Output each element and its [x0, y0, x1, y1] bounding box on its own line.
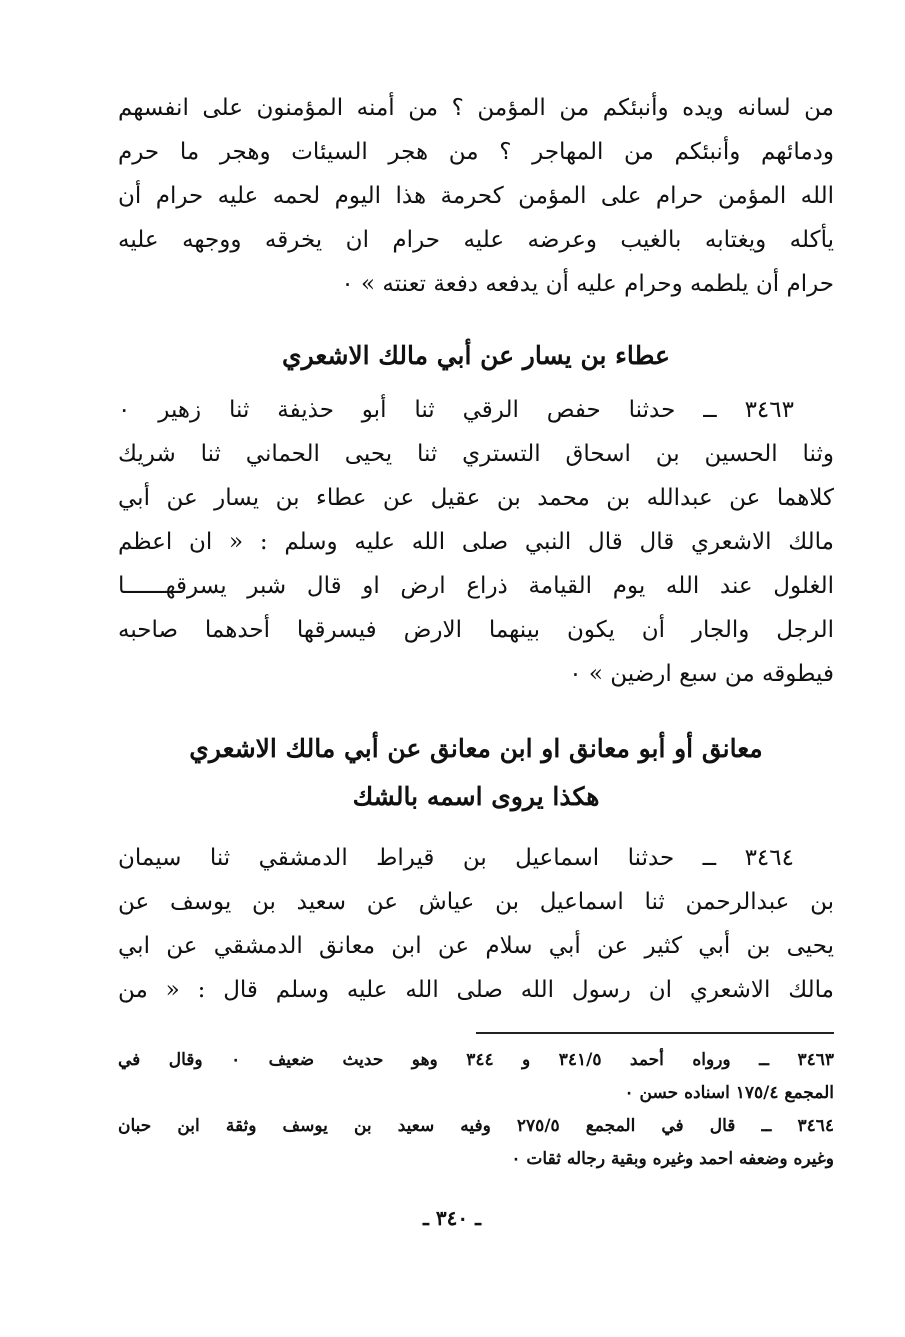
- footnote-line: ٣٤٦٣ ــ ورواه أحمد ٣٤١/٥ و ٣٤٤ وهو حديث ضعيف ٠ وقال في: [118, 1050, 834, 1070]
- footnote-line: ٣٤٦٤ ــ قال في المجمع ٢٧٥/٥ وفيه سعيد بن يوسف وثقة ابن حبان: [118, 1116, 834, 1136]
- section-heading: معانق أو أبو معانق او ابن معانق عن أبي مالك الاشعري: [189, 734, 763, 763]
- footnote-line: المجمع ١٧٥/٤ اسناده حسن ٠: [624, 1083, 834, 1103]
- text-line: من لسانه ويده وأنبئكم من المؤمن ؟ من أمنه المؤمنون على انفسهم: [118, 95, 834, 121]
- footnotes: [118, 1044, 834, 1176]
- text-line: بن عبدالرحمن ثنا اسماعيل بن عياش عن سعيد بن يوسف عن: [118, 889, 834, 915]
- text-line: الرجل والجار أن يكون بينهما الارض فيسرقها أحدهما صاحبه: [118, 617, 834, 643]
- text-line: مالك الاشعري ان رسول الله صلى الله عليه وسلم قال : « من: [118, 977, 834, 1003]
- text-line: يحيى بن أبي كثير عن أبي سلام عن ابن معانق الدمشقي عن ابي: [118, 933, 834, 959]
- text-line: ٣٤٦٣ ــ حدثنا حفص الرقي ثنا أبو حذيفة ثنا زهير ٠: [118, 397, 794, 423]
- text-line: ودمائهم وأنبئكم من المهاجر ؟ من هجر السيئات وهجر ما حرم: [118, 139, 834, 165]
- footnote-separator: [476, 1032, 834, 1034]
- text-line: وثنا الحسين بن اسحاق التستري ثنا يحيى الحماني ثنا شريك: [118, 441, 834, 467]
- text-line: فيطوقه من سبع ارضين » ٠: [569, 661, 834, 687]
- text-line: الله المؤمن حرام على المؤمن كحرمة هذا اليوم لحمه عليه حرام أن: [118, 183, 834, 209]
- hadith-3464-paragraph: [118, 836, 834, 1012]
- text-line: الغلول عند الله يوم القيامة ذراع ارض او قال شبر يسرقهــــــا: [118, 573, 834, 599]
- section-subheading: هكذا يروى اسمه بالشك: [352, 782, 600, 811]
- section-heading: عطاء بن يسار عن أبي مالك الاشعري: [282, 341, 670, 370]
- hadith-3463-paragraph: [118, 388, 834, 696]
- text-line: مالك الاشعري قال قال النبي صلى الله عليه وسلم : « ان اعظم: [118, 529, 834, 555]
- text-line: كلاهما عن عبدالله بن محمد بن عقيل عن عطاء بن يسار عن أبي: [118, 485, 834, 511]
- text-line: حرام أن يلطمه وحرام عليه أن يدفعه دفعة تعنته » ٠: [341, 271, 834, 297]
- page-number: ـ ٣٤٠ ـ: [423, 1206, 481, 1230]
- text-line: يأكله ويغتابه بالغيب وعرضه عليه حرام ان يخرقه ووجهه عليه: [118, 227, 834, 253]
- text-line: ٣٤٦٤ ــ حدثنا اسماعيل بن قيراط الدمشقي ثنا سيمان: [118, 845, 794, 871]
- footnote-line: وغيره وضعفه احمد وغيره وبقية رجاله ثقات ٠: [511, 1149, 834, 1169]
- top-paragraph: [118, 86, 834, 306]
